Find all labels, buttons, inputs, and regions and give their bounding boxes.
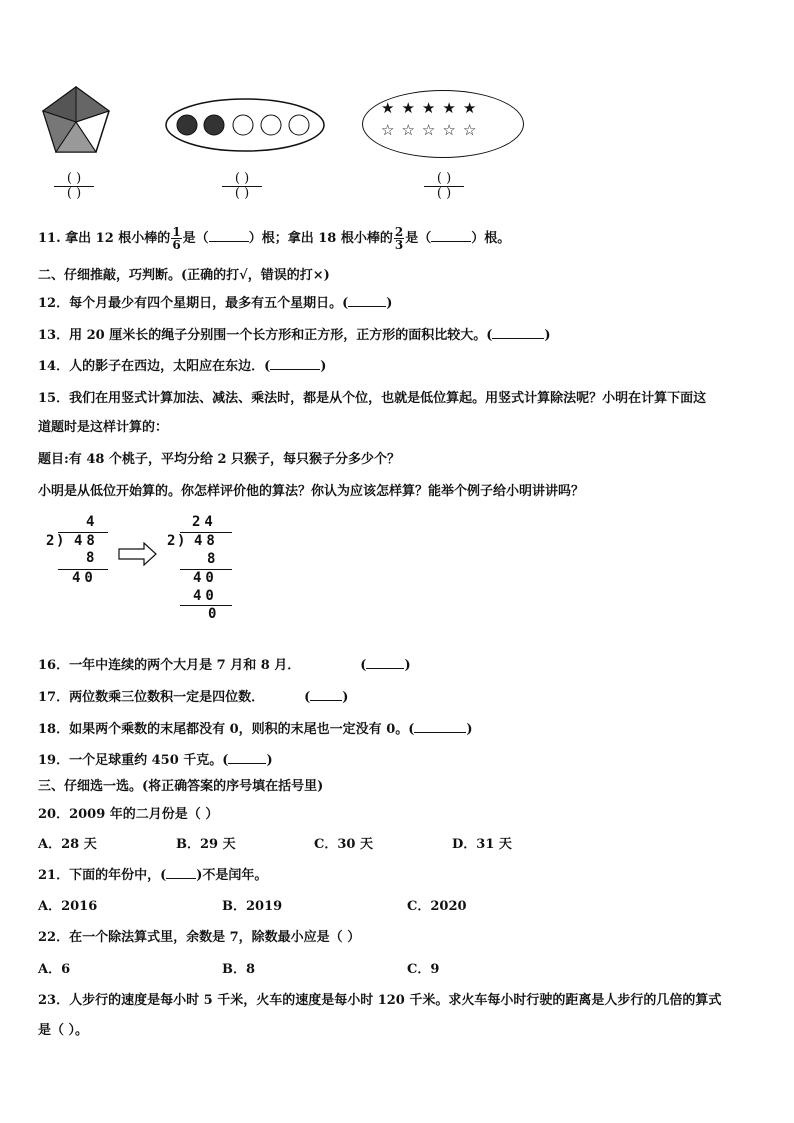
q13-close-paren: )	[544, 328, 551, 343]
q22-option-a[interactable]: A．6	[38, 962, 71, 977]
q11-frac2-numerator: 2	[394, 225, 404, 239]
fig2-label-top: ( )	[222, 172, 262, 187]
filled-circle	[177, 115, 197, 135]
pentagon-figure	[40, 84, 112, 156]
q21-text-a: 21．下面的年份中，(	[38, 868, 167, 883]
question-11	[38, 226, 510, 251]
fig2-label-bottom: ( )	[234, 186, 250, 201]
q16-close-paren: )	[404, 658, 411, 673]
q11-frac2-denominator: 3	[394, 238, 404, 252]
q21-option-b[interactable]: B．2019	[222, 899, 283, 914]
filled-stars-row	[381, 99, 483, 117]
q21-answer-blank[interactable]	[166, 866, 196, 879]
div-right-quotient: 24	[192, 514, 217, 530]
q21-text-b: )不是闰年。	[196, 868, 268, 883]
q21-option-a[interactable]: A．2016	[38, 899, 98, 914]
q11-number: 11.	[38, 231, 61, 246]
question-19	[38, 749, 273, 768]
q11-part4: 是（	[405, 231, 432, 246]
fig1-fraction-label	[54, 172, 94, 201]
section-2-heading: 二、仔细推敲，巧判断。(正确的打√，错误的打×)	[38, 268, 330, 283]
q15-line-2: 道题时是这样计算的：	[38, 420, 169, 435]
q18-close-paren: )	[466, 722, 473, 737]
q14-close-paren: )	[320, 359, 327, 374]
q14-text: 14．人的影子在西边，太阳应在东边．(	[38, 359, 271, 374]
fig1-label-bottom: ( )	[66, 186, 82, 201]
q11-part3: ）根；拿出 18 根小棒的	[248, 231, 393, 246]
q19-answer-blank[interactable]	[228, 751, 266, 764]
q11-frac1-denominator: 6	[172, 238, 181, 252]
fig2-fraction-label	[222, 172, 262, 201]
q19-close-paren: )	[266, 753, 273, 768]
question-22: 22．在一个除法算式里，余数是 7，除数最小应是（ ）	[38, 930, 361, 945]
q13-text: 13．用 20 厘米长的绳子分别围一个长方形和正方形，正方形的面积比较大。(	[38, 328, 493, 343]
q23-line-1: 23．人步行的速度是每小时 5 千米，火车的速度是每小时 120 千米。求火车每小时行驶的距离是人步行的几倍的算式	[38, 993, 722, 1008]
q13-answer-blank[interactable]	[492, 326, 544, 339]
question-16	[38, 654, 411, 673]
right-arrow-icon	[118, 542, 158, 566]
q12-text: 12．每个月最少有四个星期日，最多有五个星期日。(	[38, 296, 349, 311]
fig1-label-top: ( )	[54, 172, 94, 187]
fig3-label-bottom: ( )	[436, 186, 452, 201]
q11-answer-blank-2[interactable]	[431, 229, 471, 242]
circles-ellipse-figure	[164, 96, 326, 154]
q17-open-paren: (	[304, 690, 311, 705]
q11-frac1-numerator: 1	[172, 225, 181, 239]
q16-answer-blank[interactable]	[366, 656, 404, 669]
div-right-dividend: 48	[194, 533, 219, 549]
question-13	[38, 324, 551, 343]
div-left-step1: 8	[86, 550, 96, 566]
q23-line-2: 是（ ）。	[38, 1023, 89, 1038]
q20-option-a[interactable]: A．28 天	[38, 837, 97, 852]
hollow-star-icon: ☆	[462, 121, 484, 139]
empty-circle	[233, 115, 253, 135]
question-17	[38, 686, 348, 705]
q14-answer-blank[interactable]	[270, 357, 320, 370]
question-20: 20．2009 年的二月份是（ ）	[38, 807, 219, 822]
hollow-star-icon: ☆	[442, 121, 463, 139]
q12-close-paren: )	[386, 296, 393, 311]
div-right-result: 0	[208, 606, 218, 622]
hollow-star-icon: ☆	[401, 121, 422, 139]
question-12	[38, 292, 392, 311]
q19-text: 19．一个足球重约 450 千克。(	[38, 753, 229, 768]
filled-circle	[204, 115, 224, 135]
q11-fraction-1	[171, 226, 181, 251]
section-3-heading: 三、仔细选一选。(将正确答案的序号填在括号里)	[38, 779, 324, 794]
div-right-bracket: )	[177, 533, 187, 549]
star-icon: ★	[381, 99, 402, 117]
q21-option-c[interactable]: C．2020	[407, 899, 467, 914]
q17-close-paren: )	[342, 690, 349, 705]
div-right-step3: 40	[193, 588, 218, 604]
q11-answer-blank-1[interactable]	[209, 229, 249, 242]
q11-part2: 是（	[182, 231, 209, 246]
q11-fraction-2	[394, 226, 404, 251]
q20-option-b[interactable]: B．29 天	[176, 837, 236, 852]
div-left-divisor: 2	[46, 533, 56, 549]
star-icon: ★	[442, 99, 463, 117]
star-icon: ★	[421, 99, 443, 117]
hollow-stars-row	[381, 121, 483, 139]
q15-line-4: 小明是从低位开始算的。你怎样评价他的算法？你认为应该怎样算？能举个例子给小明讲讲吗？	[38, 484, 585, 499]
div-left-bracket: )	[56, 533, 66, 549]
empty-circle	[261, 115, 281, 135]
q18-answer-blank[interactable]	[414, 720, 466, 733]
q11-part5: ）根。	[471, 231, 511, 246]
div-left-quotient: 4	[86, 514, 96, 530]
question-18	[38, 718, 473, 737]
empty-circle	[289, 115, 309, 135]
div-right-divisor: 2	[167, 533, 177, 549]
div-right-step1: 8	[207, 551, 217, 567]
q20-option-d[interactable]: D．31 天	[452, 837, 512, 852]
q15-line-1: 15．我们在用竖式计算加法、减法、乘法时，都是从个位，也就是低位算起。用竖式计算除法呢？小明在计算下面这	[38, 391, 707, 406]
q22-option-c[interactable]: C．9	[407, 962, 440, 977]
q17-answer-blank[interactable]	[310, 688, 342, 701]
fig3-label-top: ( )	[424, 172, 464, 187]
q15-line-3: 题目:有 48 个桃子，平均分给 2 只猴子，每只猴子分多少个？	[38, 452, 401, 467]
question-21	[38, 864, 267, 883]
q11-part1: 拿出 12 根小棒的	[65, 231, 171, 246]
div-left-dividend: 48	[74, 533, 99, 549]
question-14	[38, 355, 326, 374]
div-right-line-2	[180, 605, 232, 606]
hollow-star-icon: ☆	[381, 121, 402, 139]
star-icon: ★	[462, 99, 484, 117]
hollow-star-icon: ☆	[421, 121, 443, 139]
star-icon: ★	[401, 99, 422, 117]
q22-option-b[interactable]: B．8	[222, 962, 256, 977]
q17-text: 17．两位数乘三位数积一定是四位数．	[38, 690, 265, 705]
stars-ellipse-figure	[362, 90, 524, 158]
q20-option-c[interactable]: C．30 天	[314, 837, 373, 852]
q16-text: 16．一年中连续的两个大月是 7 月和 8 月．	[38, 658, 301, 673]
div-right-step2: 40	[193, 570, 218, 586]
q16-open-paren: (	[360, 658, 367, 673]
div-left-step2: 40	[72, 570, 97, 586]
q12-answer-blank[interactable]	[348, 294, 386, 307]
q18-text: 18．如果两个乘数的末尾都没有 0，则积的末尾也一定没有 0。(	[38, 722, 415, 737]
fig3-fraction-label	[424, 172, 464, 201]
